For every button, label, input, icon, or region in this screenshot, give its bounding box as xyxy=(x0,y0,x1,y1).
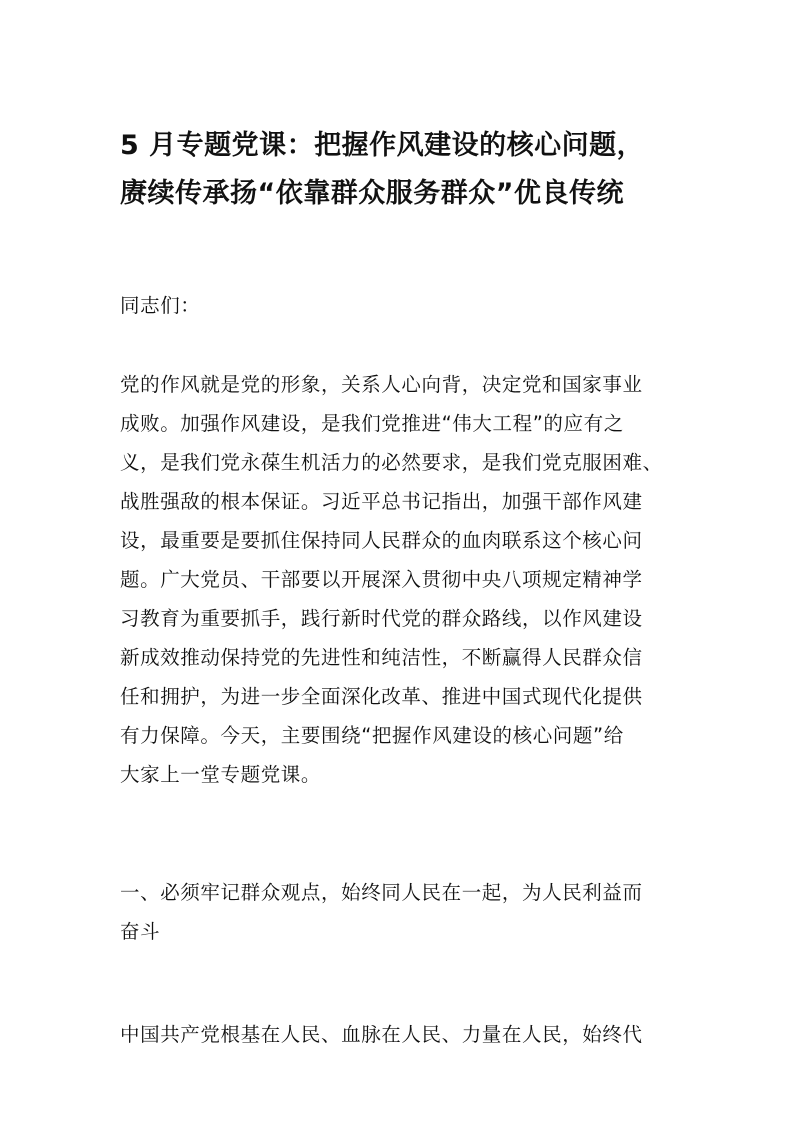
paragraph-line: 题。广大党员、干部要以开展深入贯彻中央八项规定精神学 xyxy=(120,568,643,591)
title-line-1: 5 月专题党课：把握作风建设的核心问题， xyxy=(120,130,645,161)
paragraph-line: 义，是我们党永葆生机活力的必然要求，是我们党克服困难、 xyxy=(120,451,663,474)
paragraph-line: 战胜强敌的根本保证。习近平总书记指出，加强干部作风建 xyxy=(120,490,643,513)
paragraph-line: 任和拥护，为进一步全面深化改革、推进中国式现代化提供 xyxy=(120,685,643,708)
title-line-2: 赓续传承扬“依靠群众服务群众”优良传统 xyxy=(120,178,624,209)
paragraph-line: 党的作风就是党的形象，关系人心向背，决定党和国家事业 xyxy=(120,373,643,396)
section-1-paragraph xyxy=(120,1015,680,1054)
document-title xyxy=(120,122,680,218)
paragraph-line: 习教育为重要抓手，践行新时代党的群众路线，以作风建设 xyxy=(120,607,643,630)
paragraph-line: 成败。加强作风建设，是我们党推进“伟大工程”的应有之 xyxy=(120,412,624,435)
paragraph-line: 大家上一堂专题党课。 xyxy=(120,763,322,786)
paragraph-line: 中国共产党根基在人民、血脉在人民、力量在人民，始终代 xyxy=(120,1023,643,1046)
paragraph-line: 有力保障。今天，主要围绕“把握作风建设的核心问题”给 xyxy=(120,724,624,747)
paragraph-line: 新成效推动保持党的先进性和纯洁性，不断赢得人民群众信 xyxy=(120,646,643,669)
intro-paragraph xyxy=(120,365,680,794)
heading-line: 一、必须牢记群众观点，始终同人民在一起，为人民利益而 xyxy=(120,881,643,904)
section-heading-1 xyxy=(120,873,680,951)
heading-line: 奋斗 xyxy=(120,920,161,943)
greeting: 同志们： xyxy=(120,294,201,317)
paragraph-line: 设，最重要是要抓住保持同人民群众的血肉联系这个核心问 xyxy=(120,529,643,552)
